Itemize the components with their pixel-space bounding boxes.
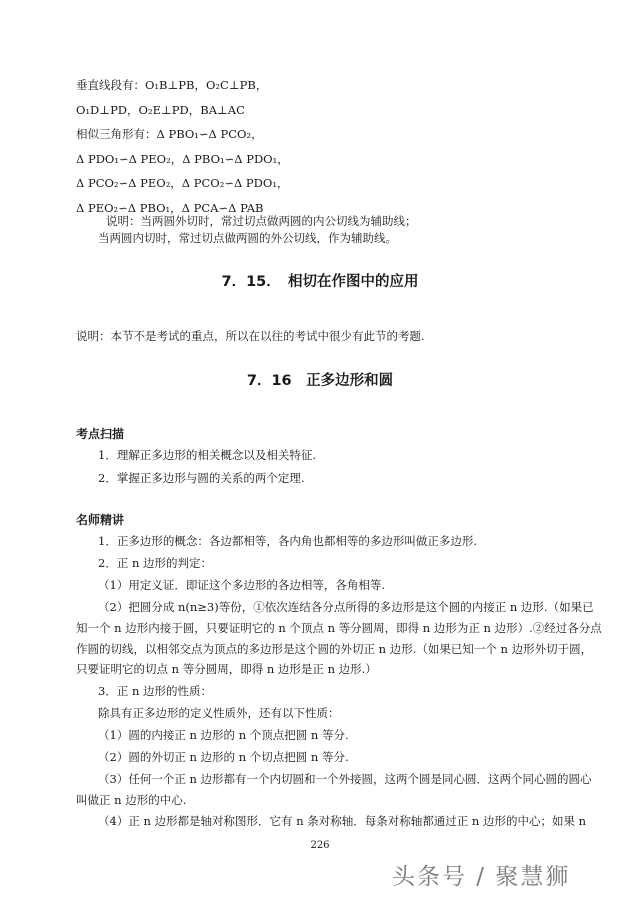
kaodian-title: 考点扫描 — [76, 427, 125, 441]
mingshi-line-13: 叫做正 n 边形的中心. — [76, 793, 187, 807]
similar-triangles-line-2: Δ PDO₁∽Δ PEO₂，Δ PBO₁∽Δ PDO₁， — [76, 152, 289, 166]
section-heading-7-16: 7．16 正多边形和圆 — [246, 373, 394, 389]
mingshi-line-10: （1）圆的内接正 n 边形的 n 个顶点把圆 n 等分. — [98, 728, 349, 742]
section-7-15-note: 说明：本节不是考试的重点，所以在以往的考试中很少有此节的考题. — [76, 329, 425, 343]
mingshi-line-7: 只要证明它的切点 n 等分圆周，即得 n 边形是正 n 边形.） — [76, 662, 377, 676]
mingshi-line-6: 作圆的切线，以相邻交点为顶点的多边形是这个圆的外切正 n 边形.（如果已知一个 n 边形外切于圆， — [76, 642, 593, 656]
page-number: 226 — [310, 840, 330, 851]
mingshi-line-8: 3．正 n 边形的性质： — [98, 684, 213, 698]
mingshi-line-14: （4）正 n 边形都是轴对称图形．它有 n 条对称轴．每条对称轴都通过正 n 边形的中心；如果 n — [98, 814, 587, 828]
section-heading-7-15: 7．15． 相切在作图中的应用 — [221, 274, 419, 290]
kaodian-item-1: 1．理解正多边形的相关概念以及相关特征. — [98, 448, 316, 462]
mingshi-title: 名师精讲 — [76, 513, 125, 527]
note-internal-tangent: 当两圆内切时，常过切点做两圆的外公切线，作为辅助线。 — [98, 231, 397, 245]
watermark: 头条号 / 聚慧狮 — [392, 864, 571, 890]
note-external-tangent: 说明：当两圆外切时，常过切点做两圆的内公切线为辅助线； — [106, 214, 417, 228]
mingshi-line-3: （1）用定义证．即证这个多边形的各边相等，各角相等. — [98, 578, 385, 592]
mingshi-line-2: 2．正 n 边形的判定： — [98, 556, 213, 570]
mingshi-line-9: 除具有正多边形的定义性质外，还有以下性质： — [98, 706, 340, 720]
mingshi-line-11: （2）圆的外切正 n 边形的 n 个切点把圆 n 等分. — [98, 750, 349, 764]
mingshi-line-12: （3）任何一个正 n 边形都有一个内切圆和一个外接圆，这两个圆是同心圆．这两个同心圆的圆心 — [98, 772, 592, 786]
similar-triangles-line-4: Δ PEO₂∽Δ PBO₁，Δ PCA∽Δ PAB — [76, 201, 264, 215]
mingshi-line-1: 1．正多边形的概念：各边都相等，各内角也都相等的多边形叫做正多边形. — [98, 534, 477, 548]
kaodian-item-2: 2．掌握正多边形与圆的关系的两个定理. — [98, 471, 305, 485]
similar-triangles-line-3: Δ PCO₂∽Δ PEO₂，Δ PCO₂∽Δ PDO₁， — [76, 176, 289, 190]
mingshi-line-5: 知一个 n 边形内接于圆，只要证明它的 n 个顶点 n 等分圆周，即得 n 边形为正 n 边形）.②经过各分点 — [76, 621, 602, 635]
similar-triangles-line-1: 相似三角形有：Δ PBO₁∽Δ PCO₂， — [76, 127, 263, 141]
perpendicular-line-2: O₁D⊥PD，O₂E⊥PD，BA⊥AC — [76, 103, 245, 117]
perpendicular-line-1: 垂直线段有：O₁B⊥PB，O₂C⊥PB， — [76, 78, 268, 92]
mingshi-line-4: （2）把圆分成 n(n≥3)等份，①依次连结各分点所得的多边形是这个圆的内接正 n 边形.（如果已 — [98, 600, 594, 614]
